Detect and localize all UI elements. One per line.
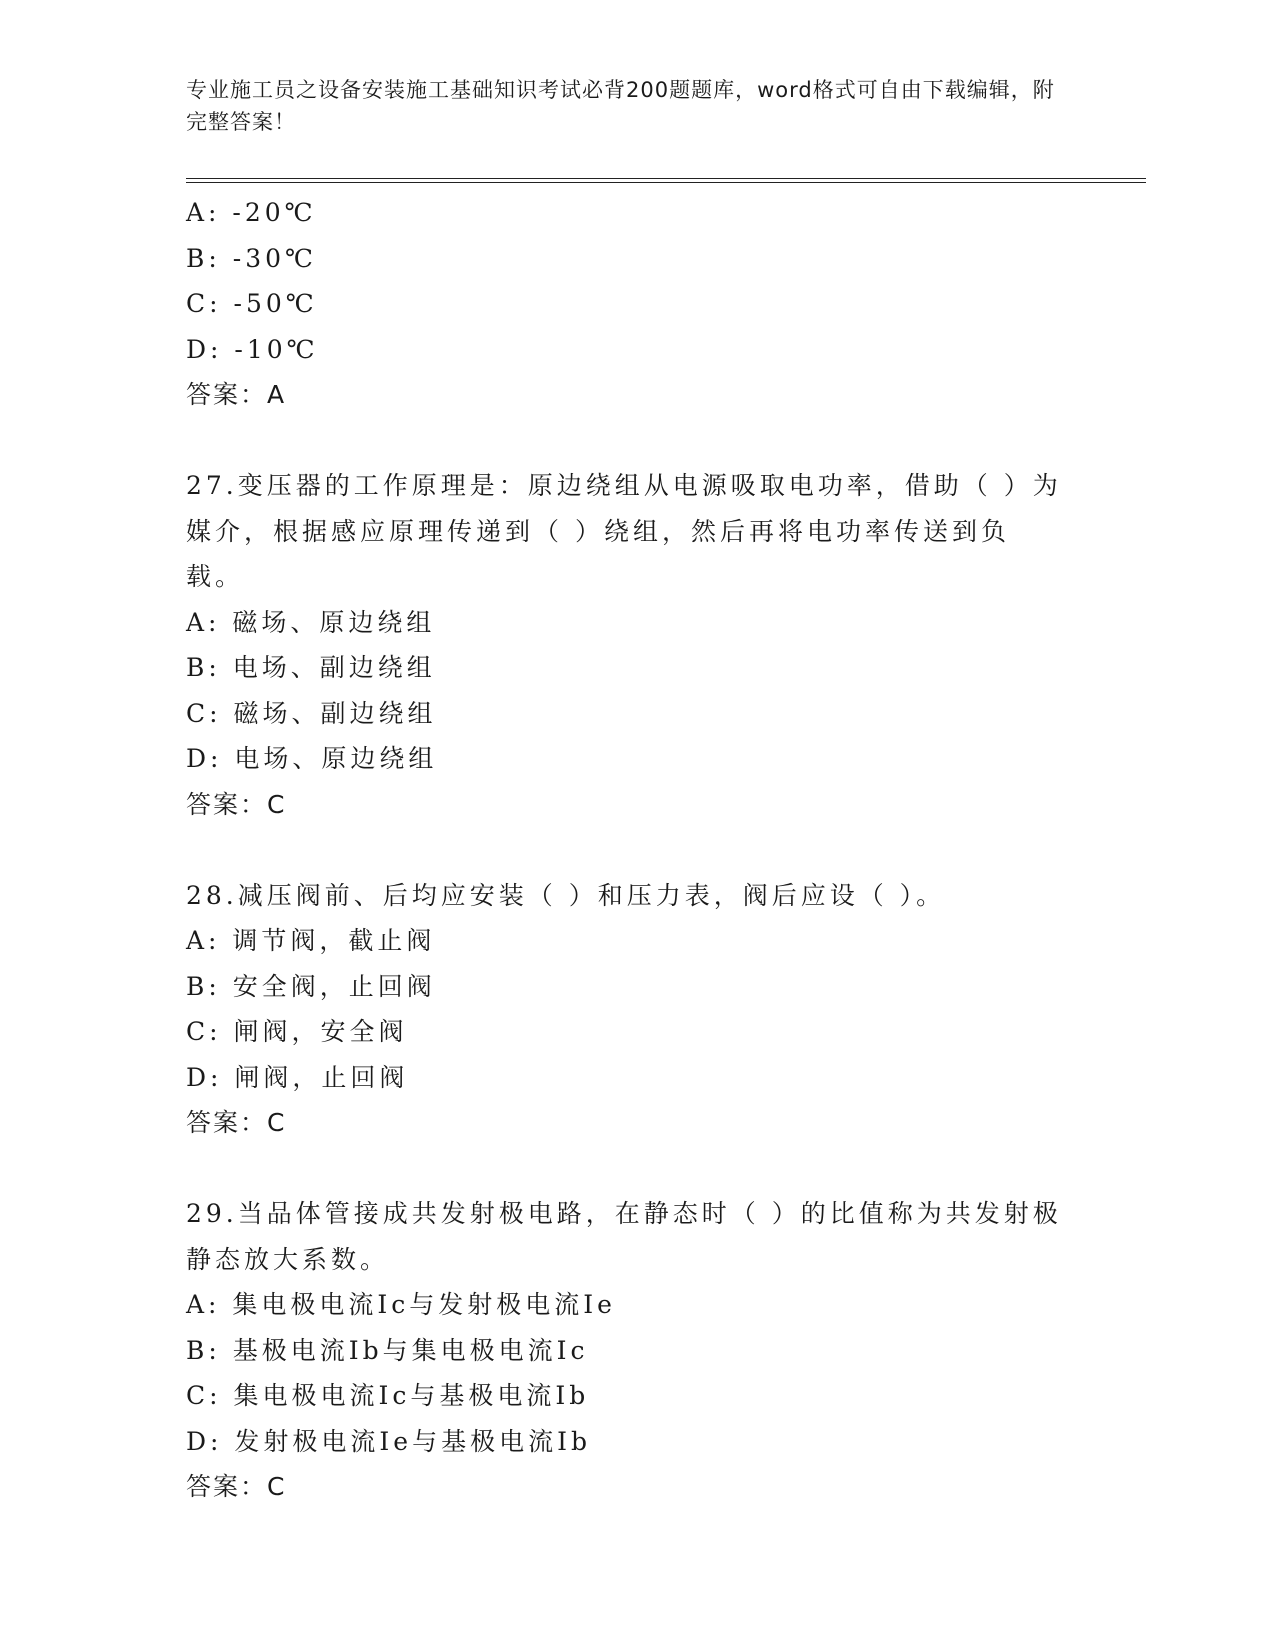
option-b: B: 基极电流Ib与集电极电流Ic: [186, 1335, 589, 1365]
option-c: C: 磁场、副边绕组: [186, 698, 437, 728]
block-spacer: [186, 418, 1086, 464]
option-d: D: 电场、原边绕组: [186, 744, 438, 773]
option-c: C: 集电极电流Ic与基极电流Ib: [186, 1381, 590, 1410]
question-block: [186, 190, 1086, 418]
option-d: D: 闸阀，止回阀: [186, 1062, 409, 1092]
option-d: D: -10℃: [186, 334, 319, 364]
option-c: C: 闸阀，安全阀: [186, 1017, 408, 1046]
option-d: D: 发射极电流Ie与基极电流Ib: [186, 1426, 591, 1456]
page-header-title: 专业施工员之设备安装施工基础知识考试必背200题题库，word格式可自由下载编辑，附完整答案！: [186, 78, 1055, 134]
answer-line: 答案：C: [186, 1108, 287, 1137]
question-block: [186, 873, 1086, 1146]
option-a: A: 磁场、原边绕组: [186, 607, 436, 637]
block-spacer: [186, 827, 1086, 873]
option-b: B: 安全阀，止回阀: [186, 971, 436, 1001]
option-a: A: -20℃: [186, 198, 317, 227]
question-list: [186, 190, 1086, 1510]
question-block: [186, 463, 1086, 827]
block-spacer: [186, 1146, 1086, 1192]
question-block: [186, 1191, 1086, 1510]
answer-line: 答案：C: [186, 1472, 287, 1501]
question-stem: 29.当品体管接成共发射极电路，在静态时（ ）的比值称为共发射极静态放大系数。: [186, 1199, 1062, 1274]
answer-line: 答案：C: [186, 789, 287, 819]
option-c: C: -50℃: [186, 289, 318, 318]
option-b: B: -30℃: [186, 243, 317, 273]
option-a: A: 集电极电流Ic与发射极电流Ie: [186, 1290, 616, 1319]
option-b: B: 电场、副边绕组: [186, 653, 436, 682]
header-divider: [186, 178, 1146, 183]
answer-line: 答案：A: [186, 380, 287, 409]
option-a: A: 调节阀，截止阀: [186, 926, 436, 955]
question-stem: 28.减压阀前、后均应安装（ ）和压力表，阀后应设（ ）。: [186, 880, 946, 910]
question-stem: 27.变压器的工作原理是：原边绕组从电源吸取电功率，借助（ ）为媒介，根据感应原理传递到（ ）绕组，然后再将电功率传送到负载。: [186, 471, 1062, 591]
